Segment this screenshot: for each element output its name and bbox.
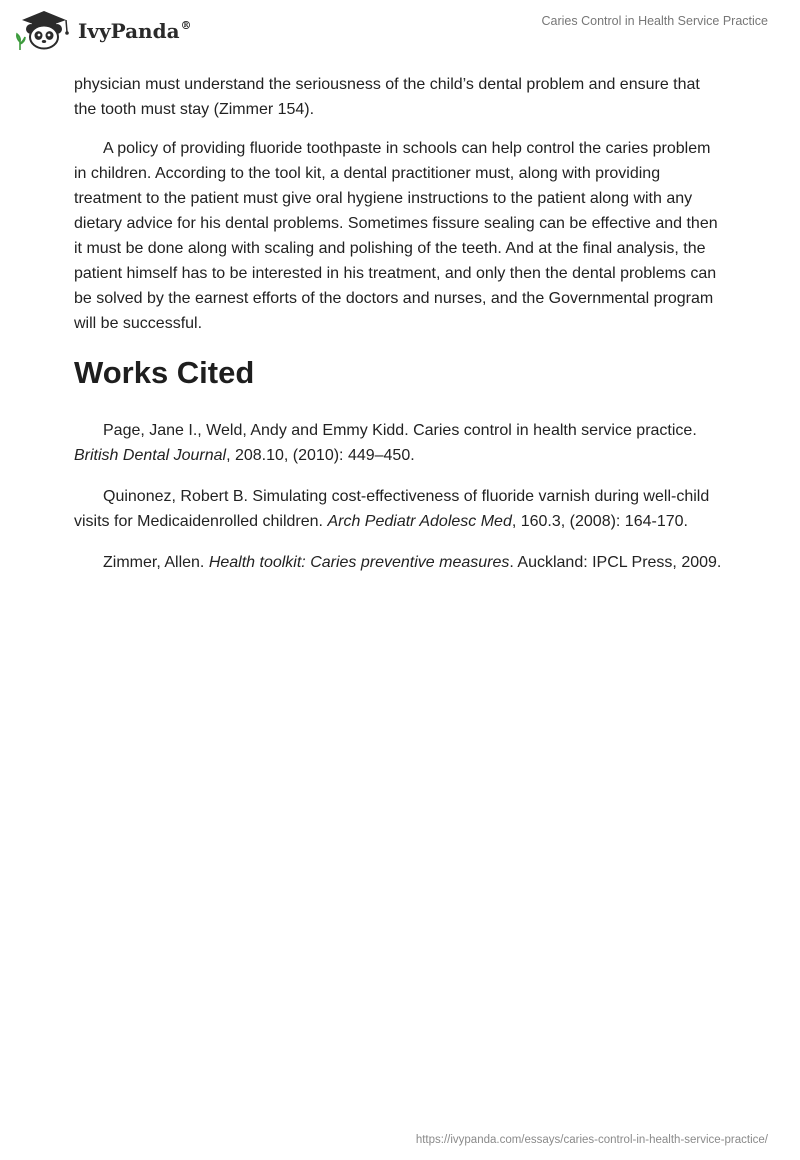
footer-url-link[interactable]: https://ivypanda.com/essays/caries-control-in-health-service-practice/ xyxy=(415,1134,768,1146)
citation-entry xyxy=(74,484,726,534)
citation-source: Arch Pediatr Adolesc Med xyxy=(327,513,512,530)
citation-text: Quinonez, Robert B. Simulating cost-effectiveness of fluoride varnish during well-child visits for Medicaidenrolled children. xyxy=(74,488,710,530)
logo[interactable] xyxy=(14,8,192,50)
paragraph: A policy of providing fluoride toothpaste in schools can help control the caries problem in children. According to the tool kit, a dental practitioner must, along with providing treatment to the patient must give oral hygiene instructions to the patient along with any dietary advice for his dental problems. Sometimes fissure sealing can be effective and then it must be done along with scaling and polishing of the teeth. And at the final analysis, the patient himself has to be interested in his treatment, and only then the dental problems can be solved by the earnest efforts of the doctors and nurses, and the Governmental program will be successful. xyxy=(74,140,718,332)
citation-text: Page, Jane I., Weld, Andy and Emmy Kidd. Caries control in health service practice. xyxy=(103,422,697,439)
paragraph-continued: physician must understand the seriousness of the child’s dental problem and ensure that the tooth must stay (Zimmer 154). xyxy=(74,76,700,118)
citation-details: , 160.3, (2008): 164-170. xyxy=(511,513,688,530)
logo-text: IvyPanda® xyxy=(78,19,192,43)
document-body xyxy=(74,72,726,591)
panda-logo-icon xyxy=(14,8,72,50)
citation-entry xyxy=(74,418,726,468)
citation-details: , 208.10, (2010): 449–450. xyxy=(226,447,415,464)
citation-text: Zimmer, Allen. xyxy=(103,554,209,571)
citation-source: Health toolkit: Caries preventive measures xyxy=(208,554,510,571)
works-cited-heading: Works Cited xyxy=(74,355,255,390)
document-title: Caries Control in Health Service Practice xyxy=(541,14,768,28)
page-header xyxy=(0,0,800,70)
registered-mark: ® xyxy=(180,19,192,32)
citation-details: . Auckland: IPCL Press, 2009. xyxy=(509,554,722,571)
citation-entry xyxy=(74,550,726,575)
citation-source: British Dental Journal xyxy=(74,447,227,464)
